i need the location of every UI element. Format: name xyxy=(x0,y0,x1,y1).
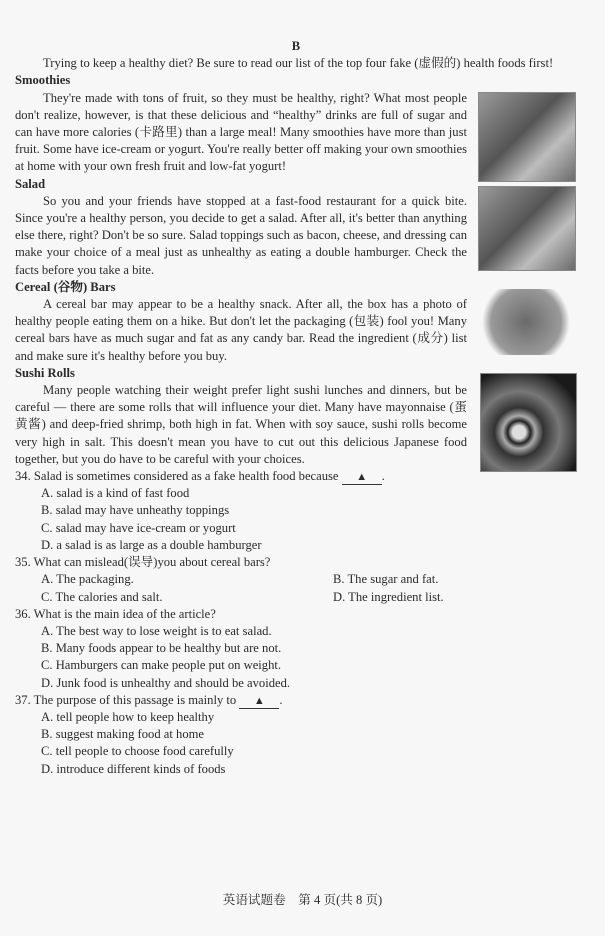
section-heading: Sushi Rolls xyxy=(15,365,75,380)
option-a: A. The best way to lose weight is to eat salad. xyxy=(41,623,272,638)
question-number: 37. xyxy=(15,692,31,707)
cereal-bars-photo xyxy=(478,289,574,355)
answer-blank: ▲ xyxy=(239,695,279,709)
section-text: So you and your friends have stopped at a fast-food restaurant for a quick bite. Since you're a healthy person, you decide to get a salad. After all, it's better than anything else there, right? Don't be so sure. Salad toppings such as bacon, cheese, and dressing can make your choice of a meal just as unhealthy as eating a double hamburger. Check the facts before you take a bite. xyxy=(15,193,467,277)
option-d: D. introduce different kinds of foods xyxy=(41,761,226,776)
option-d: D. a salad is as large as a double hamburger xyxy=(41,537,262,552)
section-salad xyxy=(15,176,577,279)
option-c: C. Hamburgers can make people put on weight. xyxy=(41,658,282,673)
intro-paragraph: Trying to keep a healthy diet? Be sure to read our list of the top four fake (虚假的) health foods first! xyxy=(43,56,554,71)
option-a: A. tell people how to keep healthy xyxy=(41,709,215,724)
option-b: B. The sugar and fat. xyxy=(333,572,439,587)
question-stem: What can mislead(误导)you about cereal bars? xyxy=(33,555,271,570)
answer-blank: ▲ xyxy=(342,471,382,485)
option-b: B. suggest making food at home xyxy=(41,727,204,742)
option-d: D. The ingredient list. xyxy=(333,589,444,604)
option-d: D. Junk food is unhealthy and should be avoided. xyxy=(41,675,291,690)
question-36 xyxy=(15,606,577,692)
option-a: A. salad is a kind of fast food xyxy=(41,486,190,501)
option-b: B. salad may have unheathy toppings xyxy=(41,503,230,518)
option-c: C. The calories and salt. xyxy=(41,589,163,604)
sushi-photo xyxy=(480,373,577,472)
question-stem: The purpose of this passage is mainly to xyxy=(33,692,237,707)
option-c: C. salad may have ice-cream or yogurt xyxy=(41,520,236,535)
question-35 xyxy=(15,554,577,606)
section-text: Many people watching their weight prefer light sushi lunches and dinners, but be careful — there are some rolls that will influence your diet. Many have mayonnaise (蛋黄酱) and deep-fried shrimp, both high in fat. When with soy sauce, sushi rolls become very high in salt. This doesn't mean you have to cut out this delicious Japanese food together, but you do have to be careful with your choices. xyxy=(15,383,467,466)
salad-photo xyxy=(478,186,576,271)
section-text: They're made with tons of fruit, so they must be healthy, right? What most people don't realize, however, is that these delicious and “healthy” drinks are full of sugar and can have more calories (卡路里) than a large meal! Many smoothies have more than just fruit. Some have ice-cream or yogurt. You're really better off making your own smoothies at home with your own fresh fruit and low-fat yogurt! xyxy=(15,90,467,174)
option-a: A. The packaging. xyxy=(41,572,134,587)
section-label: B xyxy=(291,39,301,53)
question-stem: What is the main idea of the article? xyxy=(33,606,216,621)
question-34: 34. Salad is sometimes considered as a fake health food because ▲ . A. salad is a kind of fast food B. salad may have unheathy toppings C. salad may have ice-cream or yogurt D. a salad is as large as a double hamburger xyxy=(15,468,577,554)
section-heading: Cereal (谷物) Bars xyxy=(15,279,116,294)
section-text: A cereal bar may appear to be a healthy snack. After all, the box has a photo of healthy people eating them on a hike. But don't let the packaging (包装) fool you! Many cereal bars have as much sugar and fat as any candy bar. Read the ingredient (成分) list and make sure it's healthy before you buy. xyxy=(15,297,467,363)
question-number: 36. xyxy=(15,606,31,621)
exam-page xyxy=(15,38,577,778)
section-heading: Smoothies xyxy=(15,73,71,88)
section-cereal-bars xyxy=(15,279,577,365)
question-stem: Salad is sometimes considered as a fake health food because xyxy=(33,469,339,484)
section-heading: Salad xyxy=(15,176,46,191)
question-37: 37. The purpose of this passage is mainly to ▲ . A. tell people how to keep healthy B. suggest making food at home C. tell people to choose food carefully D. introduce different kinds of foods xyxy=(15,692,577,778)
question-number: 35. xyxy=(15,555,31,570)
page-footer: 英语试题卷 第 4 页(共 8 页) xyxy=(222,893,383,907)
section-sushi-rolls xyxy=(15,365,577,468)
section-smoothies xyxy=(15,72,577,175)
option-c: C. tell people to choose food carefully xyxy=(41,744,234,759)
smoothie-photo xyxy=(478,92,576,182)
option-b: B. Many foods appear to be healthy but are not. xyxy=(41,641,282,656)
question-number: 34. xyxy=(15,469,31,484)
